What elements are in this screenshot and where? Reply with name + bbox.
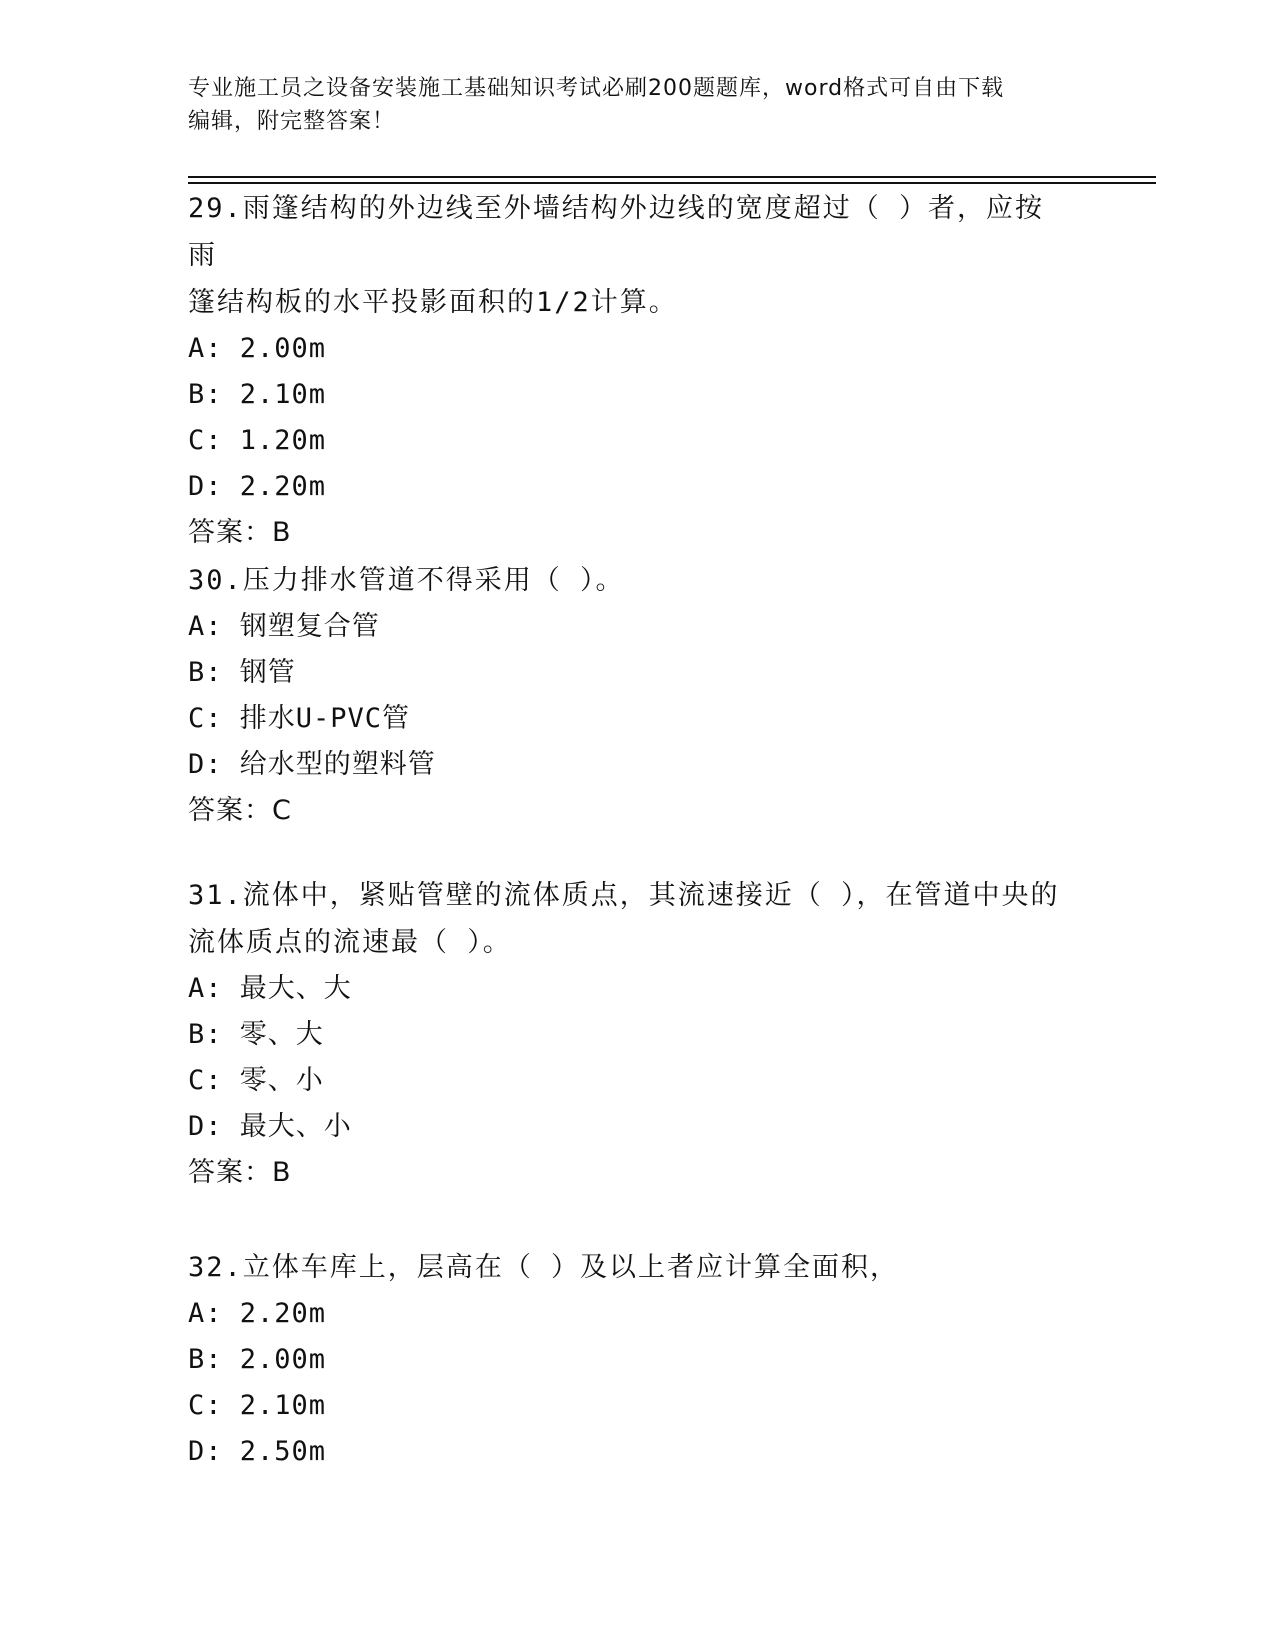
option-b: B: 2.10m [188,379,327,410]
option-a: A: 2.20m [188,1298,327,1329]
answer-value: B [272,1157,292,1188]
option-d: D: 最大、小 [188,1111,352,1142]
question-stem-line: 流体质点的流速最（ ）。 [188,927,512,958]
answer-label: 答案： [188,795,272,826]
option-c: C: 零、小 [188,1065,324,1096]
option-d: D: 2.20m [188,471,327,502]
question-stem-line: 篷结构板的水平投影面积的1/2计算。 [188,287,678,318]
question-31 [188,872,1068,1196]
question-stem-line: 30.压力排水管道不得采用（ ）。 [188,565,625,596]
option-a: A: 2.00m [188,333,327,364]
header-divider-top [188,176,1156,178]
document-header [188,72,1068,138]
question-29 [188,185,1068,556]
option-b: B: 钢管 [188,657,296,688]
header-divider-bottom [188,182,1156,184]
answer-label: 答案： [188,517,272,548]
option-c: C: 2.10m [188,1390,327,1421]
option-c: C: 排水U-PVC管 [188,703,411,734]
question-stem-line: 29.雨篷结构的外边线至外墙结构外边线的宽度超过（ ）者，应按雨 [188,193,1045,271]
option-a: A: 钢塑复合管 [188,611,380,642]
question-stem-line: 31.流体中，紧贴管壁的流体质点，其流速接近（ ），在管道中央的 [188,880,1060,911]
option-c: C: 1.20m [188,425,327,456]
answer-line [188,788,1068,834]
answer-value: C [272,795,292,826]
option-d: D: 2.50m [188,1436,327,1467]
question-stem-line: 32.立体车库上，层高在（ ）及以上者应计算全面积， [188,1252,900,1283]
answer-line [188,510,1068,556]
question-32 [188,1244,1068,1475]
answer-line [188,1150,1068,1196]
option-b: B: 2.00m [188,1344,327,1375]
header-line-2: 编辑，附完整答案！ [188,109,396,134]
option-a: A: 最大、大 [188,973,352,1004]
question-30 [188,557,1068,834]
answer-value: B [272,517,292,548]
option-d: D: 给水型的塑料管 [188,749,436,780]
answer-label: 答案： [188,1157,272,1188]
header-line-1: 专业施工员之设备安装施工基础知识考试必刷200题题库，word格式可自由下载 [188,76,1005,101]
option-b: B: 零、大 [188,1019,324,1050]
